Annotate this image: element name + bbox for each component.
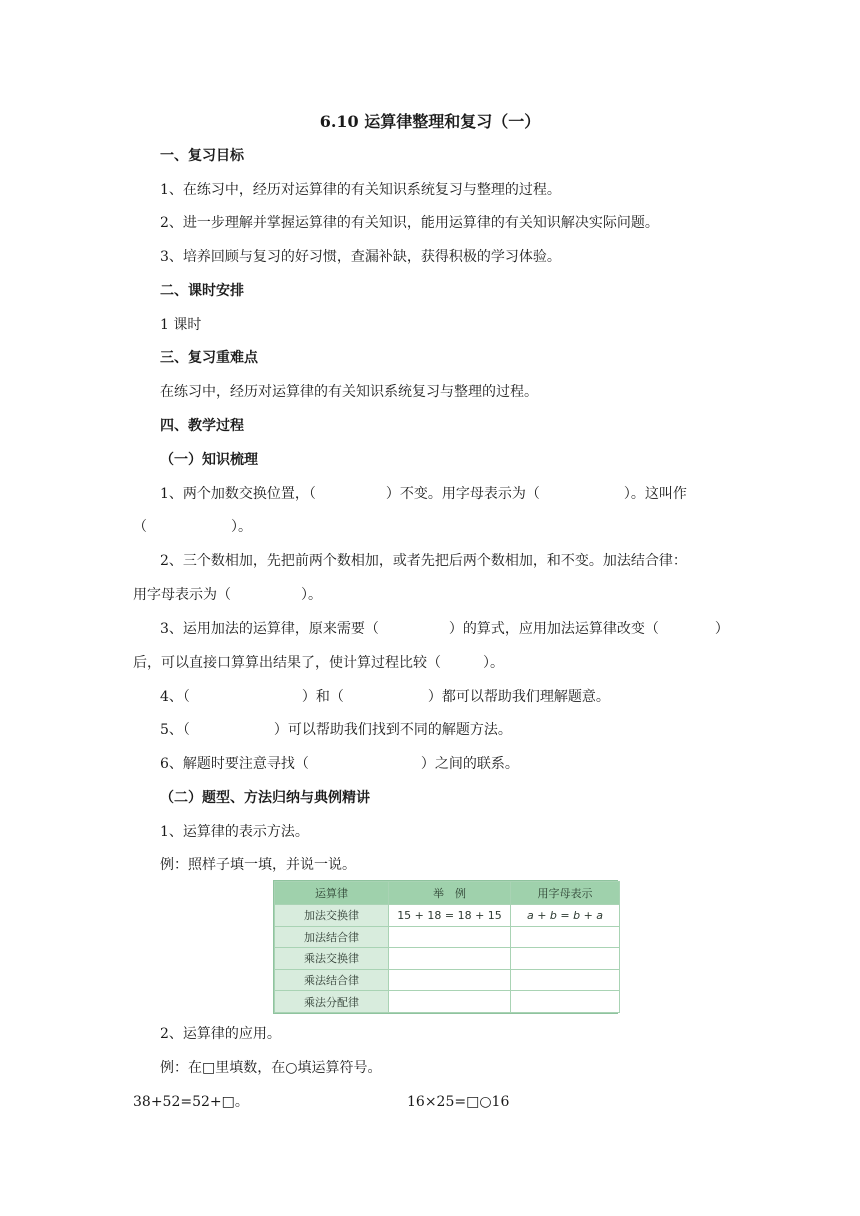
table-cell-law: 加法结合律 — [275, 926, 389, 948]
table-cell-letters — [511, 991, 620, 1013]
table-row — [275, 905, 620, 927]
goal-item-3: 3、培养回顾与复习的好习惯，查漏补缺，获得积极的学习体验。 — [160, 249, 561, 265]
table-cell-example — [389, 991, 511, 1013]
goal-item-1: 1、在练习中，经历对运算律的有关知识系统复习与整理的过程。 — [160, 182, 561, 198]
question-2-line-1: 2、三个数相加，先把前两个数相加，或者先把后两个数相加，和不变。加法结合律： — [160, 553, 687, 569]
table-header-letters: 用字母表示 — [511, 882, 620, 905]
table-row — [275, 948, 620, 970]
operation-laws-table — [273, 880, 618, 1014]
table-cell-letters — [511, 926, 620, 948]
table-header-example: 举 例 — [389, 882, 511, 905]
topic-1-example: 例：照样子填一填，并说一说。 — [160, 857, 356, 873]
table-header-law: 运算律 — [275, 882, 389, 905]
heading-key-points: 三、复习重难点 — [160, 350, 258, 366]
table-cell-law: 乘法交换律 — [275, 948, 389, 970]
question-3-line-1: 3、运用加法的运算律，原来需要（ ）的算式，应用加法运算律改变（ ） — [160, 621, 729, 637]
question-1-line-2: （ ）。 — [133, 519, 252, 535]
schedule-text: 1 课时 — [160, 317, 202, 333]
table-cell-example — [389, 969, 511, 991]
table-cell-example: 15 + 18 = 18 + 15 — [389, 905, 511, 927]
table-row — [275, 991, 620, 1013]
goal-item-2: 2、进一步理解并掌握运算律的有关知识，能用运算律的有关知识解决实际问题。 — [160, 215, 659, 231]
table-cell-law: 加法交换律 — [275, 905, 389, 927]
table-cell-example — [389, 926, 511, 948]
topic-2: 2、运算律的应用。 — [160, 1026, 281, 1042]
table-cell-letters — [511, 948, 620, 970]
heading-teaching-process: 四、教学过程 — [160, 418, 244, 434]
question-1-line-1: 1、两个加数交换位置，（ ）不变。用字母表示为（ ）。这叫作 — [160, 486, 687, 502]
heading-schedule: 二、课时安排 — [160, 283, 244, 299]
heading-review-goals: 一、复习目标 — [160, 148, 244, 164]
equation-2: 16×25=□○16 — [407, 1094, 510, 1110]
subheading-knowledge: （一）知识梳理 — [160, 452, 258, 468]
table-cell-letters — [511, 969, 620, 991]
table-row — [275, 926, 620, 948]
question-5: 5、（ ）可以帮助我们找到不同的解题方法。 — [160, 722, 512, 738]
question-6: 6、解题时要注意寻找（ ）之间的联系。 — [160, 756, 519, 772]
topic-1: 1、运算律的表示方法。 — [160, 824, 309, 840]
question-3-line-2: 后，可以直接口算算出结果了，使计算过程比较（ ）。 — [133, 655, 504, 671]
equation-1: 38+52=52+□。 — [133, 1094, 249, 1110]
page-title: 6.10 运算律整理和复习（一） — [319, 112, 541, 131]
question-2-line-2: 用字母表示为（ ）。 — [133, 587, 322, 603]
key-points-text: 在练习中，经历对运算律的有关知识系统复习与整理的过程。 — [160, 384, 538, 400]
question-4: 4、（ ）和（ ）都可以帮助我们理解题意。 — [160, 689, 610, 705]
table-cell-letters: a + b = b + a — [511, 905, 620, 927]
table-cell-law: 乘法结合律 — [275, 969, 389, 991]
table-row — [275, 969, 620, 991]
table-cell-law: 乘法分配律 — [275, 991, 389, 1013]
subheading-methods: （二）题型、方法归纳与典例精讲 — [160, 790, 370, 806]
topic-2-example: 例：在□里填数，在○填运算符号。 — [160, 1060, 382, 1076]
table-cell-example — [389, 948, 511, 970]
